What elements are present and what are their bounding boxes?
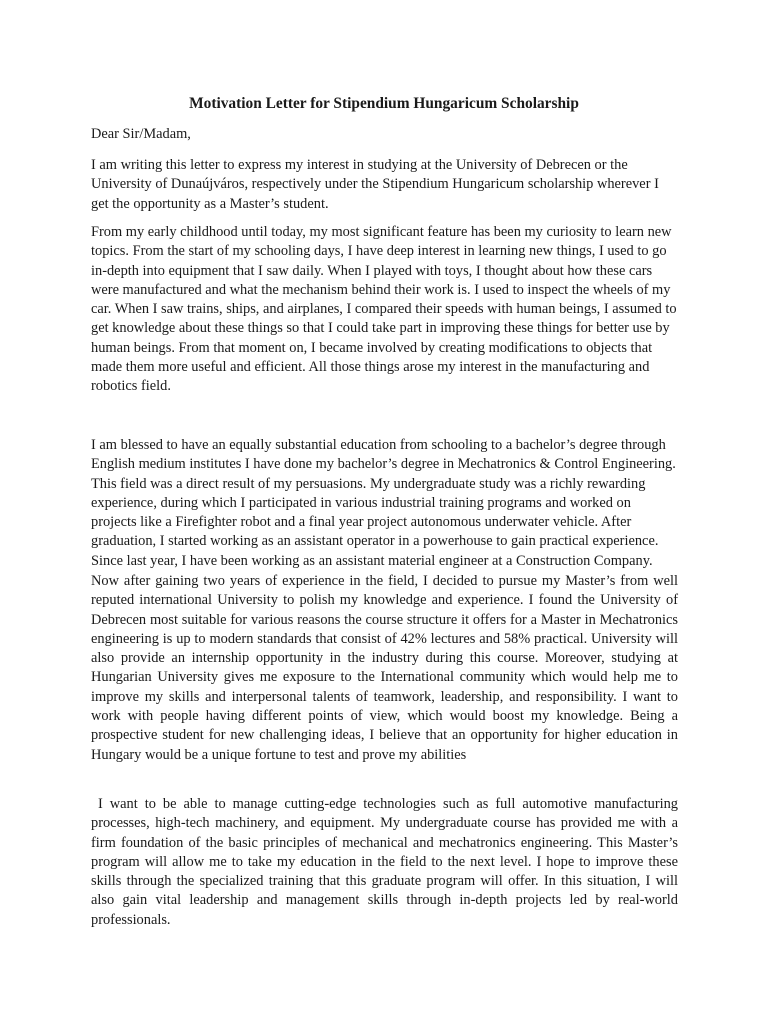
paragraph-intro: I am writing this letter to express my interest in studying at the University of Debrecen or the University of Dunaújváros, respectively under the Stipendium Hungaricum scholarship wherever I get the opportunity as a Master’s student. — [91, 157, 659, 212]
paragraph-goals: I want to be able to manage cutting-edge technologies such as full automotive manufacturing processes, high-tech machinery, and equipment. My undergraduate course has provided me with a firm foundation of the basic principles of mechanical and mechatronics engineering. This Master’s program will allow me to take my education in the field to the next level. I hope to improve these skills through the specialized training that this graduate program will offer. In this situation, I will also gain vital leadership and management skills through in-depth projects led by real-world professionals. — [91, 796, 678, 928]
paragraph-education: I am blessed to have an equally substantial education from schooling to a bachelor’s degree through English medium institutes I have done my bachelor’s degree in Mechatronics & Control Engineering. This field was a direct result of my persuasions. My undergraduate study was a richly rewarding experience, during which I participated in various industrial training programs and worked on projects like a Firefighter robot and a final year project autonomous underwater vehicle. After graduation, I started working as an assistant operator in a powerhouse to gain practical experience. Since last year, I have been working as an assistant material engineer at a Construction Company. — [91, 437, 676, 569]
salutation: Dear Sir/Madam, — [91, 126, 191, 142]
paragraph-masters-choice: Now after gaining two years of experience in the field, I decided to pursue my Master’s from well reputed international University to polish my knowledge and experience. I found the University of Debrecen most suitable for various reasons the course structure it offers for a Master in Mechatronics engineering is up to modern standards that consist of 42% lectures and 58% practical. University will also provide an internship opportunity in the industry during this course. Moreover, studying at Hungarian University gives me exposure to the International community which would help me to improve my skills and interpersonal talents of teamwork, leadership, and responsibility. I want to work with people having different points of view, which would boost my knowledge. Being a prospective student for new challenging ideas, I believe that an opportunity for higher education in Hungary would be a unique fortune to test and prove my abilities — [91, 573, 678, 763]
letter-title: Motivation Letter for Stipendium Hungaricum Scholarship — [189, 95, 579, 112]
paragraph-childhood: From my early childhood until today, my most significant feature has been my curiosity to learn new topics. From the start of my schooling days, I have deep interest in learning new things, I used to go in-depth into equipment that I saw daily. When I played with toys, I thought about how these cars were manufactured and what the mechanism behind their work is. I used to inspect the wheels of my car. When I saw trains, ships, and airplanes, I compared their speeds with human beings, I assumed to get knowledge about these things so that I could take part in improving these things for better use by human beings. From that moment on, I became involved by creating modifications to objects that made them more useful and efficient. All those things arose my interest in the manufacturing and robotics field. — [91, 224, 677, 395]
